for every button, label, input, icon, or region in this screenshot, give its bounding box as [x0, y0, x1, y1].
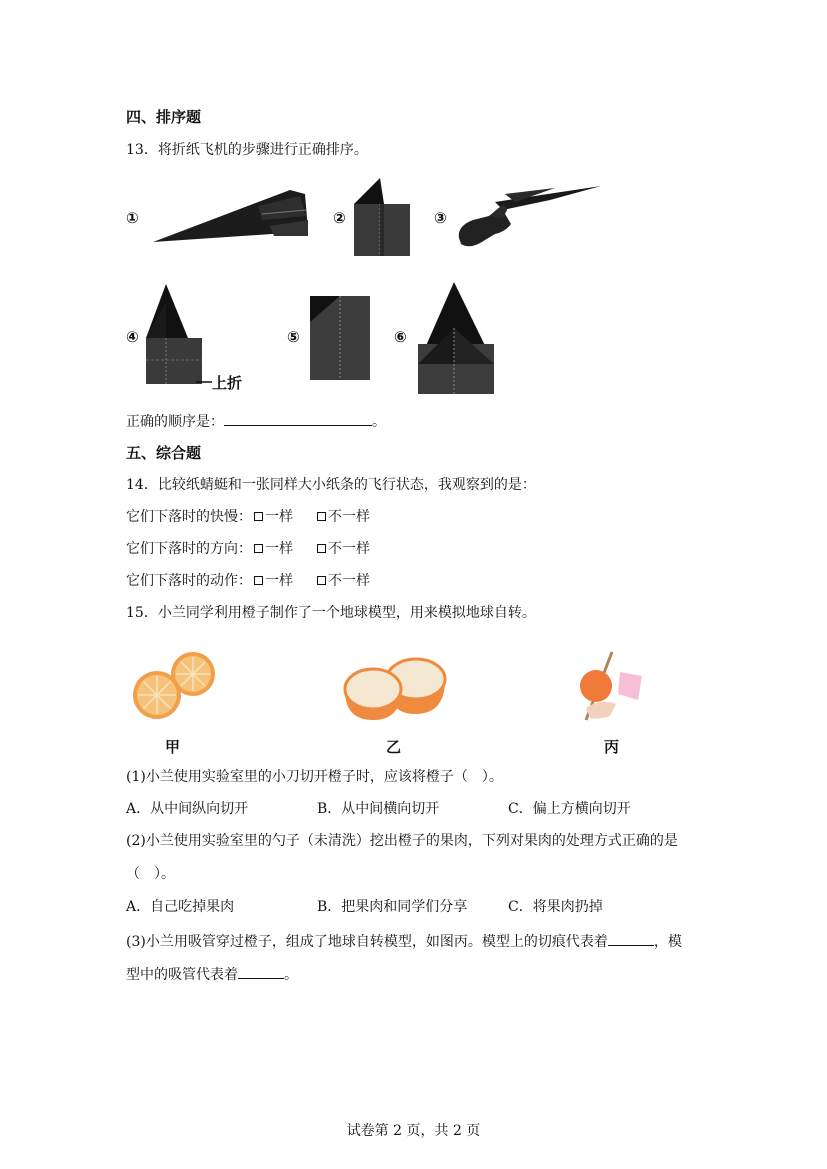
paper-one-corner-folded-figure: [350, 176, 412, 258]
q15-sub1-option-b[interactable]: B．从中间横向切开: [317, 801, 440, 817]
q15-sub1-option-c[interactable]: C．偏上方横向切开: [508, 801, 631, 817]
q15-sub2-option-b[interactable]: B．把果肉和同学们分享: [317, 899, 468, 915]
option-different-label: 不一样: [328, 573, 370, 589]
image-label-yi: 乙: [386, 738, 402, 756]
checkbox-different[interactable]: [317, 576, 326, 585]
section-4-title: 四、排序题: [126, 108, 202, 126]
q15-sub2-text-line1: (2)小兰使用实验室里的勺子（未清洗）挖出橙子的果肉，下列对果肉的处理方式正确的是: [126, 833, 678, 849]
q15-sub3-line2: [126, 964, 298, 985]
q14-row-label: 它们下落时的方向：: [126, 541, 252, 557]
q14-row-speed: [126, 507, 370, 527]
page-footer: 试卷第 2 页，共 2 页: [346, 1123, 481, 1139]
q13-answer-line: [126, 411, 386, 432]
paper-plane-finished-figure: [150, 186, 310, 244]
q13-answer-suffix: 。: [372, 414, 386, 430]
q13-stem: 13．将折纸飞机的步骤进行正确排序。: [126, 142, 368, 158]
checkbox-different[interactable]: [317, 544, 326, 553]
section-5-title: 五、综合题: [126, 444, 202, 462]
q15-sub3-text-d: 。: [284, 967, 298, 983]
q14-stem: 14．比较纸蜻蜓和一张同样大小纸条的飞行状态，我观察到的是：: [126, 477, 536, 493]
orange-halves-figure: [130, 650, 220, 722]
image-label-bing: 丙: [604, 738, 620, 756]
checkbox-different[interactable]: [317, 512, 326, 521]
q15-stem: 15．小兰同学利用橙子制作了一个地球模型，用来模拟地球自转。: [126, 605, 536, 621]
option-different-label: 不一样: [328, 541, 370, 557]
orange-earth-model-figure: [576, 650, 648, 724]
q15-sub3-text-c: 型中的吸管代表着: [126, 967, 238, 983]
checkbox-same[interactable]: [254, 544, 263, 553]
checkbox-same[interactable]: [254, 576, 263, 585]
q15-sub3-text-b: ，模: [653, 934, 682, 950]
step-marker-2: ②: [333, 209, 346, 227]
q15-sub2-option-a[interactable]: A．自己吃掉果肉: [126, 899, 235, 915]
q15-sub3-blank-2[interactable]: [238, 964, 284, 979]
paper-pointed-fold-up-figure: [140, 282, 208, 386]
q15-sub2-option-c[interactable]: C．将果肉扔掉: [508, 899, 603, 915]
hollowed-orange-figure: [343, 652, 451, 722]
q15-sub1-option-a[interactable]: A．从中间纵向切开: [126, 801, 249, 817]
q14-row-direction: [126, 539, 370, 559]
option-same-label: 一样: [265, 509, 293, 525]
paper-pointed-figure: [414, 280, 498, 396]
paper-rectangle-figure: [306, 292, 374, 382]
step-marker-1: ①: [126, 209, 139, 227]
q15-sub2-text-line2: （ ）。: [126, 866, 175, 882]
hand-throwing-plane-figure: [455, 180, 605, 252]
q14-row-label: 它们下落时的动作：: [126, 573, 252, 589]
q15-sub3-blank-1[interactable]: [608, 931, 654, 946]
step-marker-4: ④: [126, 328, 139, 346]
q13-answer-blank[interactable]: [224, 411, 372, 426]
checkbox-same[interactable]: [254, 512, 263, 521]
q15-sub3-text-a: (3)小兰用吸管穿过橙子，组成了地球自转模型，如图丙。模型上的切痕代表着: [126, 934, 608, 950]
fold-label-pointer-line: [196, 378, 212, 386]
option-same-label: 一样: [265, 573, 293, 589]
option-different-label: 不一样: [328, 509, 370, 525]
q14-row-motion: [126, 571, 370, 591]
step-marker-3: ③: [434, 209, 447, 227]
step-marker-6: ⑥: [394, 328, 407, 346]
q13-answer-prefix: 正确的顺序是：: [126, 414, 224, 430]
step-marker-5: ⑤: [287, 328, 300, 346]
fold-up-label: 上折: [212, 374, 243, 392]
q15-sub1-text: (1)小兰使用实验室里的小刀切开橙子时，应该将橙子（ ）。: [126, 769, 503, 785]
option-same-label: 一样: [265, 541, 293, 557]
q14-row-label: 它们下落时的快慢：: [126, 509, 252, 525]
image-label-jia: 甲: [165, 738, 181, 756]
q15-sub3-line1: [126, 931, 682, 952]
